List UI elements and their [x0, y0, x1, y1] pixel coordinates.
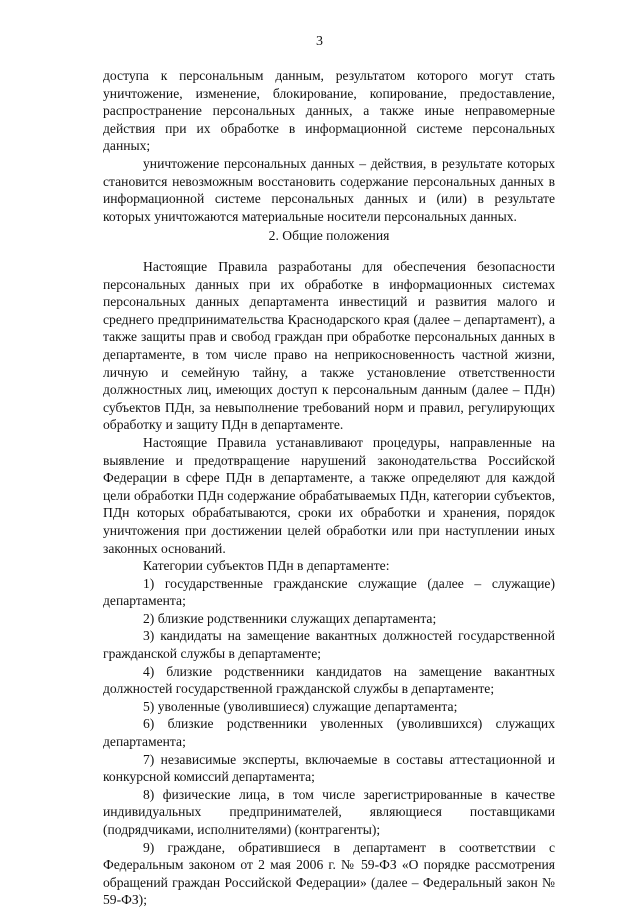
list-item-category-8: 8) физические лица, в том числе зарегистрированные в качестве индивидуальных предпринимателей, являющиеся поставщиками (подрядчиками, исполнителями) (контрагенты);: [103, 786, 555, 837]
paragraph-definition-access: доступа к персональным данным, результатом которого могут стать уничтожение, изменение, блокирование, копирование, предоставление, распространение персональных данных, а также иные неправомерные действия при их обработке в информационной системе персональных данных;: [103, 68, 555, 154]
list-item-category-6: 6) близкие родственники уволенных (уволившихся) служащих департамента;: [103, 716, 555, 750]
list-item-category-5: 5) уволенные (уволившиеся) служащие департамента;: [143, 698, 458, 714]
list-item-category-2: 2) близкие родственники служащих департамента;: [143, 610, 437, 626]
section-heading: 2. Общие положения: [268, 228, 390, 243]
paragraph-definition-destruction: уничтожение персональных данных – действия, в результате которых становится невозможным восстановить содержание персональных данных в информационной системе персональных данных и (или) в результате которых уничтожаются материальные носители персональных данных.: [103, 155, 555, 224]
paragraph-rules-purpose: Настоящие Правила разработаны для обеспечения безопасности персональных данных при их обработке в информационных системах персональных данных департамента инвестиций и развития малого и среднего предпринимательства Краснодарского края (далее – департамент), а также защиты прав и свобод граждан при обработке персональных данных в департаменте, в том числе право на неприкосновенность частной жизни, личную и семейную тайну, а также установление ответственности должностных лиц, имеющих доступ к персональным данным (далее – ПДн) субъектов ПДн, за невыполнение требований норм и правил, регулирующих обработку и защиту ПДн в департаменте.: [103, 259, 555, 433]
list-item-category-4: 4) близкие родственники кандидатов на замещение вакантных должностей государственной гражданской службы в департаменте;: [103, 663, 555, 697]
list-item-category-1: 1) государственные гражданские служащие (далее – служащие) департамента;: [103, 575, 555, 609]
paragraph-categories-intro: Категории субъектов ПДн в департаменте:: [143, 558, 390, 574]
section-2-body: [103, 258, 555, 909]
paragraph-rules-procedures: Настоящие Правила устанавливают процедуры, направленные на выявление и предотвращение нарушений законодательства Российской Федерации в сфере ПДн в департаменте, а также определяют для каждой цели обработки ПДн содержание обрабатываемых ПДн, категории субъектов, ПДн которых обрабатываются, сроки их обработки и хранения, порядок уничтожения при достижении целей обработки или при наступлении иных законных оснований.: [103, 434, 555, 556]
list-item-category-3: 3) кандидаты на замещение вакантных должностей государственной гражданской службы в департаменте;: [103, 628, 555, 662]
page-number: 3: [316, 34, 323, 49]
list-item-category-9: 9) граждане, обратившиеся в департамент в соответствии с Федеральным законом от 2 мая 2006 г. № 59-ФЗ «О порядке рассмотрения обращений граждан Российской Федерации» (далее – Федеральный закон № 59-ФЗ);: [103, 839, 555, 908]
list-item-category-7: 7) независимые эксперты, включаемые в составы аттестационной и конкурсной комиссий департамента;: [103, 751, 555, 785]
section-1-continuation: [103, 67, 555, 225]
